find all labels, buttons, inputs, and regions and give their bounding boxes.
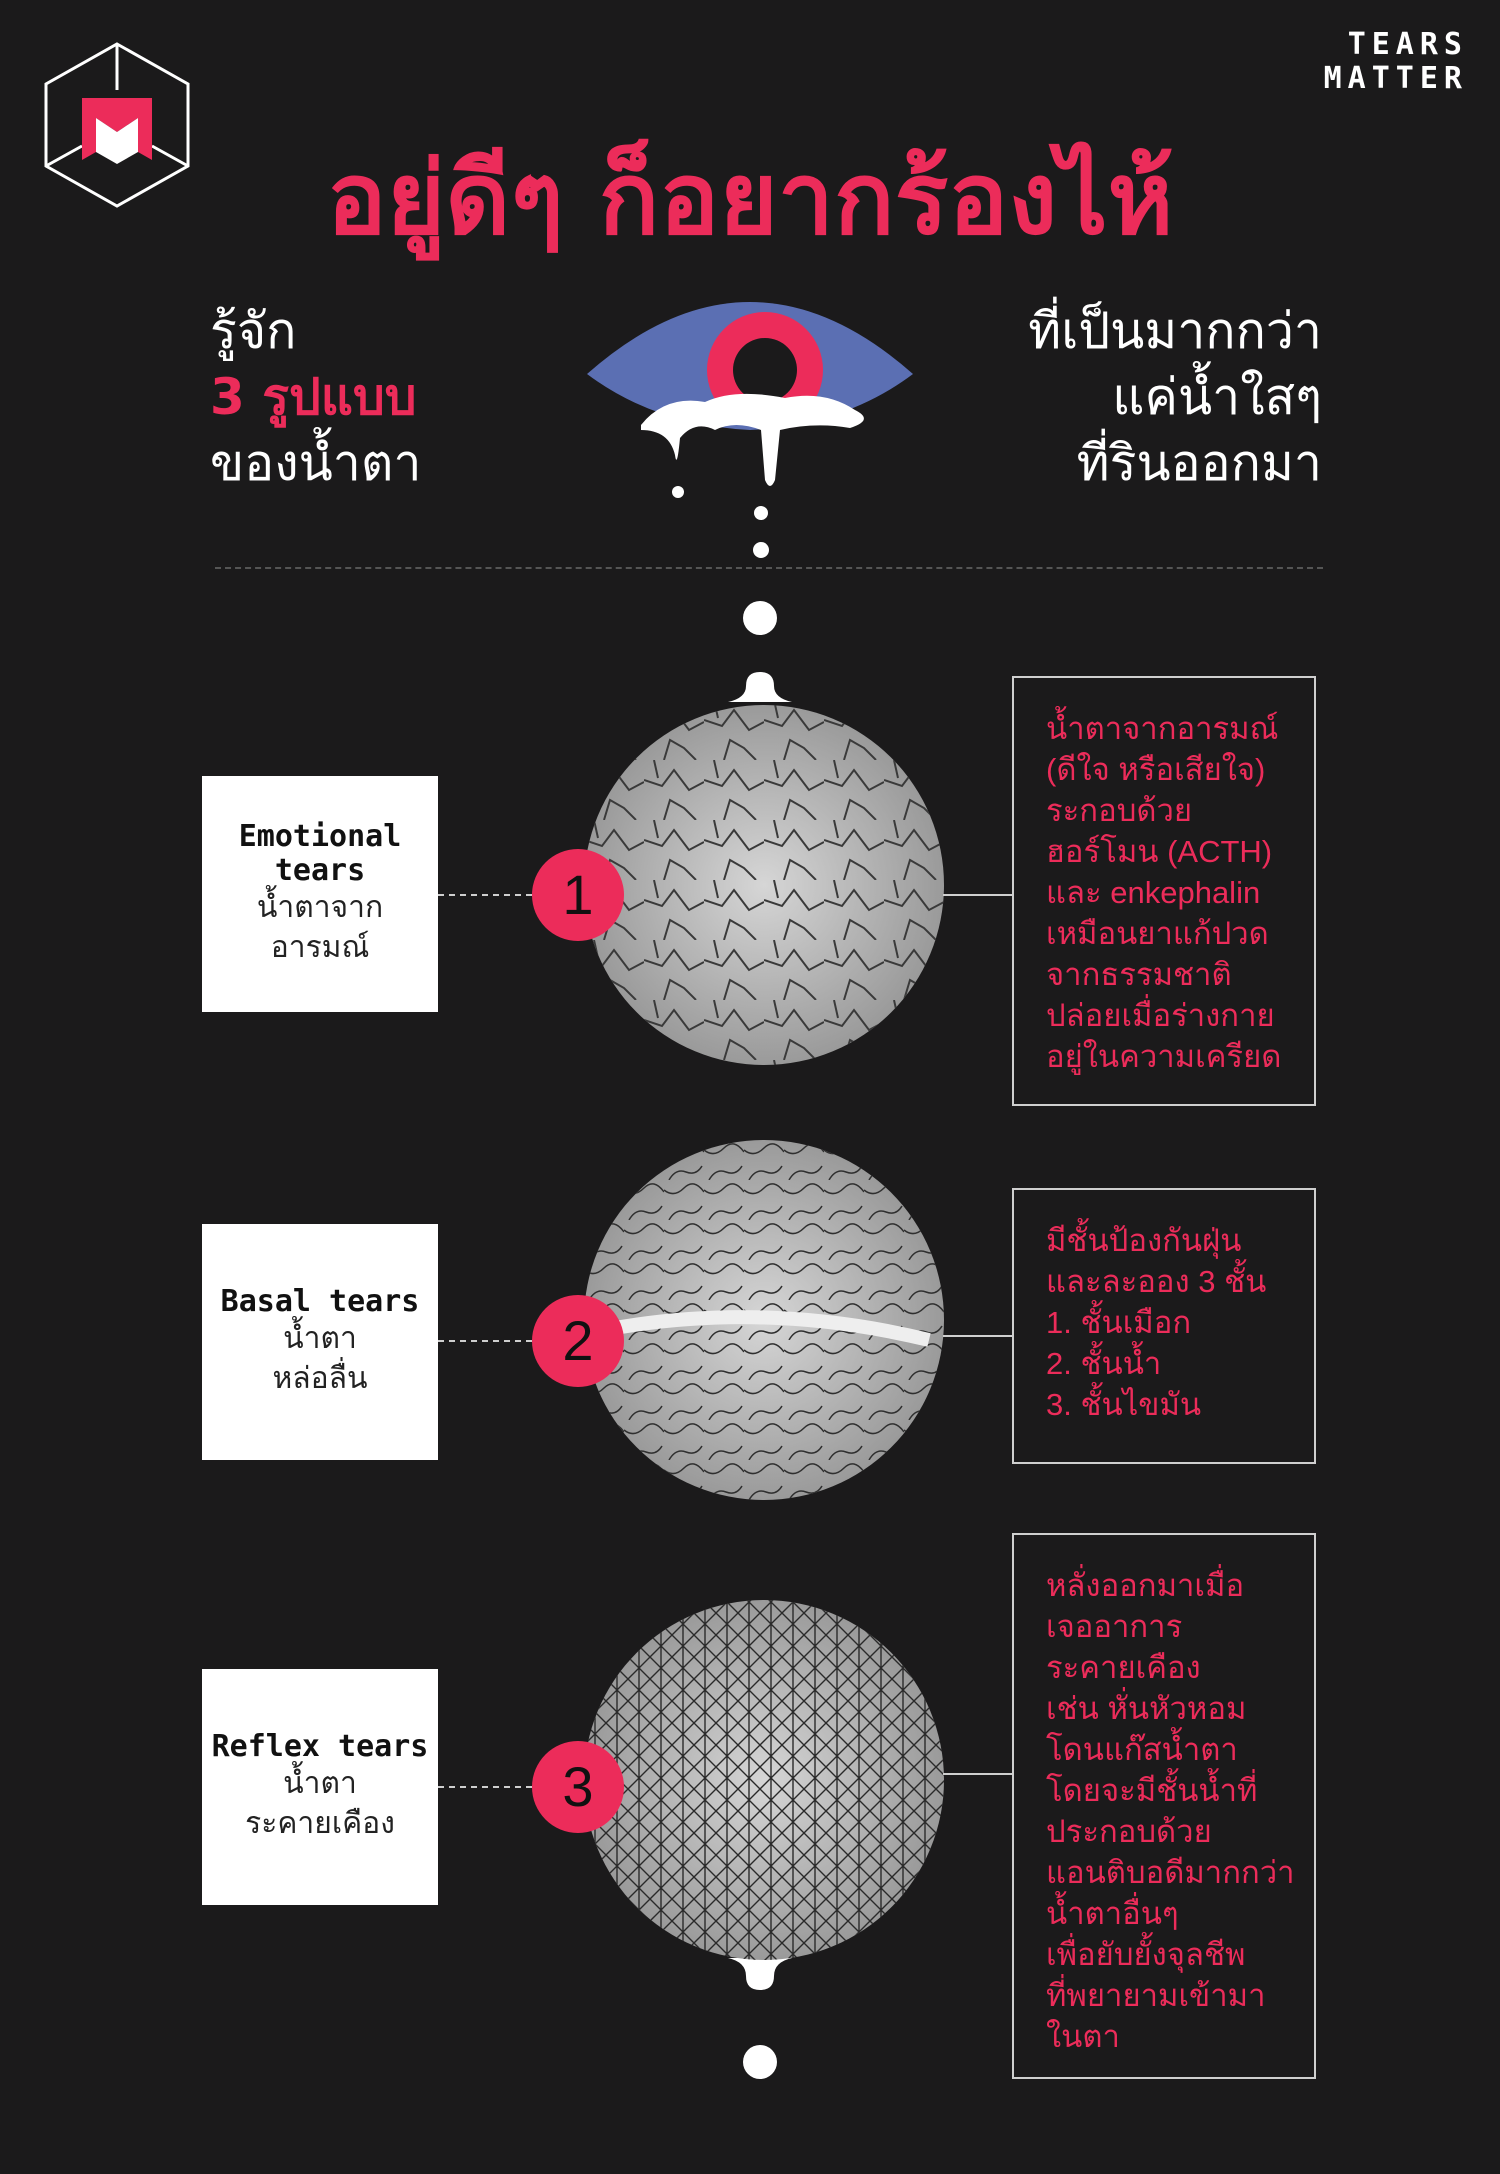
intro-right-line-1: ที่เป็นมากกว่า: [1028, 302, 1322, 360]
type-3-name-th-2: ระคายเคือง: [245, 1807, 395, 1840]
intro-left: [210, 298, 421, 496]
type-3-desc-line: น้ำตาอื่นๆ: [1046, 1896, 1179, 1931]
intro-left-line-1: รู้จัก: [210, 302, 297, 360]
type-2-desc-line: 2. ชั้นน้ำ: [1046, 1346, 1162, 1381]
type-1-number-badge: 1: [532, 849, 624, 941]
brand-line-2: MATTER: [1323, 61, 1468, 96]
basal-tears-label: [202, 1224, 438, 1460]
type-3-desc-line: เพื่อยับยั้งจุลชีพ: [1046, 1937, 1246, 1972]
type-1-desc-line: ฮอร์โมน (ACTH): [1046, 834, 1273, 869]
type-2-description: [1012, 1188, 1316, 1464]
type-2-name-th-1: น้ำตา: [283, 1322, 357, 1355]
intro-right-line-2: แค่น้ำใสๆ: [1112, 368, 1322, 426]
type-1-name-th-2: อารมณ์: [270, 931, 370, 964]
type-1-desc-line: (ดีใจ หรือเสียใจ): [1046, 752, 1266, 787]
type-3-desc-line: เช่น หั่นหัวหอม: [1046, 1691, 1247, 1726]
type-2-desc-line: มีชั้นป้องกันฝุ่น: [1046, 1223, 1242, 1258]
emotional-tears-label: [202, 776, 438, 1012]
type-3-desc-line: ระคายเคือง: [1046, 1650, 1201, 1685]
type-1-name-th-1: น้ำตาจาก: [256, 891, 384, 924]
type-1-name-en: Emotional tears: [238, 819, 402, 888]
connector-lines: [438, 0, 1018, 2174]
type-2-desc-line: 3. ชั้นไขมัน: [1046, 1387, 1202, 1422]
brand-wordmark: [1324, 28, 1468, 96]
type-2-name-en: Basal tears: [220, 1284, 420, 1319]
intro-left-line-2: 3 รูปแบบ: [210, 368, 417, 426]
page-title: อยู่ดีๆ ก็อยากร้องไห้: [326, 139, 1174, 257]
type-3-name-en: Reflex tears: [211, 1729, 429, 1764]
intro-left-line-3: ของน้ำตา: [210, 434, 422, 492]
type-2-desc-line: 1. ชั้นเมือก: [1046, 1305, 1192, 1340]
type-3-desc-line: หลั่งออกมาเมื่อ: [1046, 1568, 1245, 1603]
type-3-desc-line: ประกอบด้วย: [1046, 1814, 1212, 1849]
type-3-name-th-1: น้ำตา: [283, 1767, 357, 1800]
type-3-desc-line: เจออาการ: [1046, 1609, 1183, 1644]
type-3-desc-line: ที่พยายามเข้ามา: [1046, 1978, 1266, 2013]
type-1-desc-line: จากธรรมชาติ: [1046, 957, 1232, 992]
type-1-desc-line: อยู่ในความเครียด: [1046, 1039, 1282, 1074]
type-3-desc-line: โดยจะมีชั้นน้ำที่: [1046, 1773, 1258, 1808]
type-1-desc-line: และ enkephalin: [1046, 875, 1261, 910]
intro-right: [1028, 298, 1322, 496]
type-2-name-th-2: หล่อลื่น: [272, 1362, 368, 1395]
type-2-number-badge: 2: [532, 1295, 624, 1387]
type-3-description: [1012, 1533, 1316, 2079]
type-3-desc-line: ในตา: [1046, 2019, 1120, 2054]
type-1-desc-line: ระกอบด้วย: [1046, 793, 1193, 828]
intro-right-line-3: ที่รินออกมา: [1076, 434, 1322, 492]
brand-line-1: TEARS: [1347, 27, 1468, 62]
type-2-desc-line: และละออง 3 ชั้น: [1046, 1264, 1267, 1299]
type-1-desc-line: ปล่อยเมื่อร่างกาย: [1046, 998, 1275, 1033]
type-3-number-badge: 3: [532, 1741, 624, 1833]
reflex-tears-label: [202, 1669, 438, 1905]
type-1-desc-line: เหมือนยาแก้ปวด: [1046, 916, 1269, 951]
type-1-desc-line: น้ำตาจากอารมณ์: [1046, 711, 1279, 746]
type-1-description: [1012, 676, 1316, 1106]
type-3-desc-line: โดนแก๊สน้ำตา: [1046, 1732, 1238, 1767]
type-3-desc-line: แอนติบอดีมากกว่า: [1046, 1855, 1295, 1890]
